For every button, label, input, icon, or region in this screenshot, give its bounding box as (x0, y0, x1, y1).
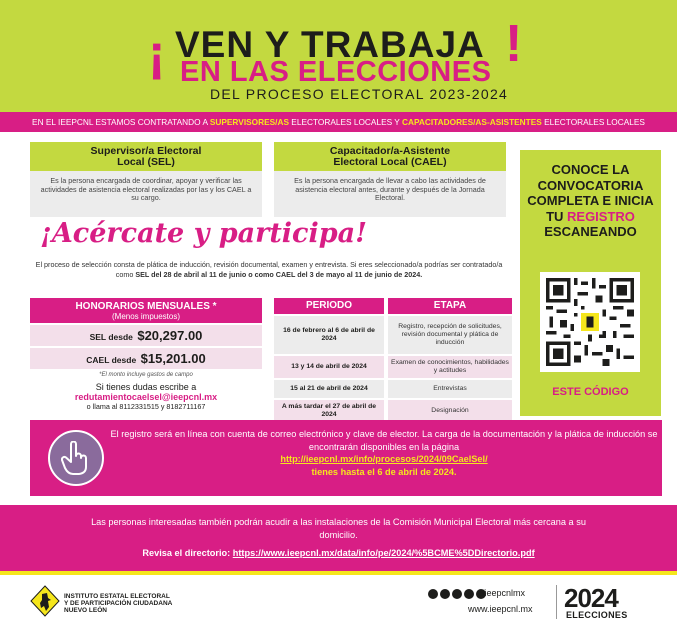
table-row (274, 316, 512, 354)
salary-row-sel (30, 325, 262, 346)
role-card-sel (30, 142, 262, 217)
institution-name (64, 593, 172, 614)
process-year: DEL PROCESO ELECTORAL 2023-2024 (210, 86, 509, 102)
process-description (28, 260, 510, 279)
registration-link[interactable]: http://ieepcnl.mx/info/procesos/2024/09CaelSel/ (280, 454, 488, 464)
online-registration-band (30, 420, 662, 496)
divider (556, 585, 557, 619)
website-link[interactable]: www.ieepcnl.mx (468, 604, 533, 614)
footer (0, 575, 677, 625)
qr-cta-highlight: REGISTRO (567, 208, 635, 224)
salary-amount: $20,297.00 (137, 328, 203, 343)
salary-label: CAEL desde (86, 355, 137, 365)
qr-cta-line: ESCANEANDO (544, 224, 637, 239)
banner-highlight-cael: CAPACITADORES/AS-ASISTENTES (401, 117, 542, 127)
directory-label: Revisa el directorio: (142, 548, 233, 558)
youtube-icon[interactable] (452, 589, 462, 599)
institution-line: Y DE PARTICIPACIÓN CIUDADANA (64, 600, 173, 607)
instagram-icon[interactable] (464, 589, 474, 599)
qr-cta-text: TU (546, 208, 568, 224)
cell-periodo: 16 de febrero al 6 de abril de 2024 (274, 316, 384, 354)
x-icon[interactable] (440, 589, 450, 599)
contact-intro: Si tienes dudas escribe a (95, 382, 197, 392)
role-title (30, 142, 262, 171)
column-header-periodo: PERIODO (274, 298, 384, 314)
role-title-line: Supervisor/a Electoral (90, 145, 202, 157)
salary-box (30, 298, 262, 378)
directory-link[interactable]: https://www.ieepcnl.mx/data/info/pe/2024/%5BCME%5DDirectorio.pdf (232, 548, 535, 558)
salary-amount: $15,201.00 (140, 351, 206, 366)
salary-label: SEL desde (89, 332, 133, 342)
institution-line: NUEVO LEÓN (64, 607, 107, 614)
role-title-line: Electoral Local (CAEL) (333, 156, 447, 168)
table-row (274, 356, 512, 378)
schedule-header-row (274, 298, 512, 314)
online-registration-text (110, 428, 658, 478)
banner-text: ELECTORALES LOCALES Y (289, 117, 402, 127)
role-title (274, 142, 506, 171)
column-header-etapa: ETAPA (388, 298, 512, 314)
qr-call-to-action (520, 162, 661, 240)
contact-email-link[interactable]: redutamientocaelsel@ieepcnl.mx (74, 392, 218, 402)
cell-etapa: Designación (388, 400, 512, 422)
registration-deadline: tienes hasta el 6 de abril de 2024. (311, 466, 457, 477)
schedule-table (274, 298, 512, 422)
participate-slogan: ¡Acércate y participa! (40, 218, 367, 249)
exclamation-close: ! (505, 15, 523, 73)
facebook-icon[interactable] (428, 589, 438, 599)
cell-etapa: Entrevistas (388, 380, 512, 398)
elections-year: 2024 (564, 583, 618, 613)
headline: VEN Y TRABAJA (175, 24, 485, 65)
cell-periodo: A más tardar el 27 de abril de 2024 (274, 400, 384, 422)
salary-title: HONORARIOS MENSUALES * (75, 301, 217, 312)
online-text: El registro será en línea con cuenta de correo electrónico y clave de elector. La carga de la documentación y la plática de inducción se encontrarán disponibles en la página (110, 429, 658, 452)
role-title-line: Capacitador/a-Asistente (329, 145, 451, 157)
headline-sub: EN LAS ELECCIONES (180, 56, 492, 88)
directory-line (0, 547, 677, 560)
social-icons (428, 589, 486, 599)
qr-code-icon (546, 278, 634, 366)
cell-periodo: 15 al 21 de abril de 2024 (274, 380, 384, 398)
institution-line: INSTITUTO ESTATAL ELECTORAL (64, 593, 170, 600)
qr-cta-line: COMPLETA E INICIA (527, 193, 654, 208)
banner-text: EN EL IEEPCNL ESTAMOS CONTRATANDO A (32, 117, 210, 127)
role-card-cael (274, 142, 506, 217)
exclamation-open: ¡ (148, 25, 166, 83)
banner-text: ELECTORALES LOCALES (541, 117, 645, 127)
cell-etapa: Examen de conocimientos, habilidades y actitudes (388, 356, 512, 378)
role-description: Es la persona encargada de coordinar, apoyar y verificar las actividades de asistencia electoral realizadas por las y los CAEL a su cargo. (30, 171, 262, 217)
qr-cta-line: CONOCE LA (551, 162, 630, 177)
process-text: El proceso de selección consta de plática de inducción, revisión documental, examen y entrevista. Si eres seleccionado/a podrías ser contratado/a como (35, 260, 503, 279)
role-description: Es la persona encargada de llevar a cabo las actividades de asistencia electoral antes, durante y después de la Jornada Electoral. (274, 171, 506, 217)
contact-info (30, 382, 262, 412)
role-title-line: Local (SEL) (117, 156, 175, 168)
contact-phones: o llama al 8112331515 y 8182711167 (86, 402, 206, 411)
click-hand-icon (48, 430, 104, 486)
qr-code-caption: ESTE CÓDIGO (552, 386, 629, 398)
qr-panel (520, 150, 661, 416)
qr-code[interactable] (540, 272, 640, 372)
header-banner (0, 0, 677, 112)
salary-row-cael (30, 348, 262, 369)
banner-highlight-sel: SUPERVISORES/AS (209, 117, 289, 127)
pointer-hand-icon (61, 441, 91, 475)
hiring-banner (0, 112, 677, 132)
salary-header (30, 298, 262, 323)
qr-cta-line (520, 209, 661, 225)
cell-etapa: Registro, recepción de solicitudes, revisión documental y plática de inducción (388, 316, 512, 354)
elections-label: ELECCIONES (566, 610, 628, 620)
qr-cta-line: CONVOCATORIA (537, 177, 644, 193)
cell-periodo: 13 y 14 de abril de 2024 (274, 356, 384, 378)
municipal-band (0, 505, 677, 571)
salary-subtitle: (Menos impuestos) (111, 312, 181, 321)
table-row (274, 380, 512, 398)
process-dates: SEL del 28 de abril al 11 de junio o como CAEL del 3 de mayo al 11 de junio de 2024. (135, 269, 423, 279)
ieepcnl-logo-icon (30, 585, 60, 617)
municipal-text: Las personas interesadas también podrán acudir a las instalaciones de la Comisión Municipal Electoral más cercana a su domicilio. (91, 517, 586, 540)
salary-note: *El monto incluye gastos de campo (99, 372, 193, 378)
table-row (274, 400, 512, 422)
social-handle[interactable]: /ieepcnlmx (482, 588, 526, 598)
